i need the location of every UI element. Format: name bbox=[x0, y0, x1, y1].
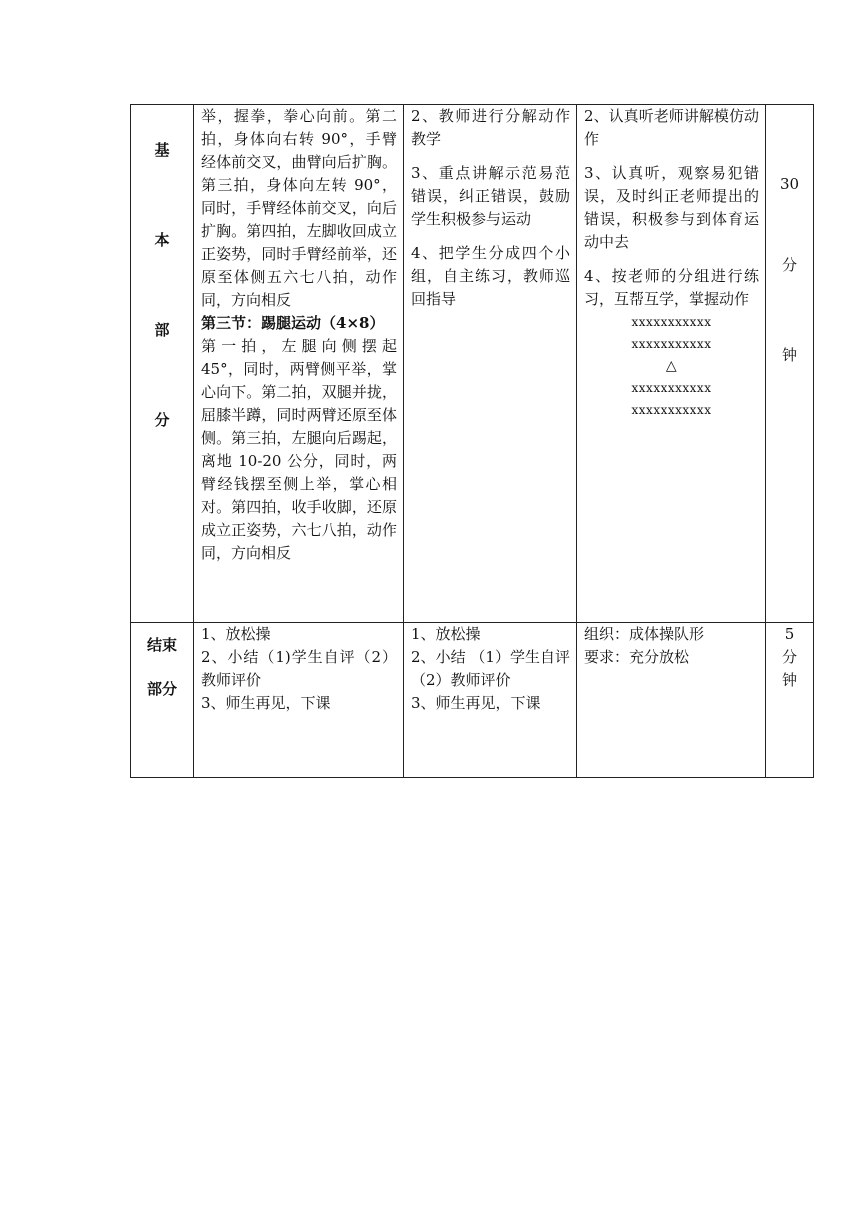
end-part-label bbox=[131, 623, 194, 778]
end-part-row bbox=[131, 623, 814, 778]
formation-row: xxxxxxxxxxx bbox=[631, 315, 712, 329]
time-unit: 分 bbox=[781, 256, 797, 274]
teacher-triangle-icon: △ bbox=[665, 358, 678, 374]
end-teacher-line: 1、放松操 bbox=[411, 625, 481, 643]
formation-diagram bbox=[584, 311, 759, 421]
end-time-cell bbox=[766, 623, 814, 778]
formation-row: xxxxxxxxxxx bbox=[631, 403, 712, 417]
time-unit: 钟 bbox=[781, 671, 797, 689]
section-title: 第三节：踢腿运动（4×8） bbox=[201, 314, 385, 332]
student-step: 4、按老师的分组进行练习，互帮互学，掌握动作 bbox=[584, 267, 759, 308]
basic-part-label bbox=[131, 105, 194, 623]
teacher-step: 2、教师进行分解动作教学 bbox=[411, 107, 570, 148]
end-teacher-cell bbox=[404, 623, 577, 778]
formation-row: xxxxxxxxxxx bbox=[631, 337, 712, 351]
basic-part-row bbox=[131, 105, 814, 623]
basic-teacher-cell bbox=[404, 105, 577, 623]
end-content-line: 2、小结（1)学生自评（2）教师评价 bbox=[201, 648, 397, 689]
end-teacher-line: 2、小结 （1）学生自评 （2）教师评价 bbox=[411, 648, 570, 689]
end-content-cell bbox=[194, 623, 404, 778]
requirement-line: 要求：充分放松 bbox=[584, 648, 690, 666]
formation-row: xxxxxxxxxxx bbox=[631, 381, 712, 395]
organization-line: 组织：成体操队形 bbox=[584, 625, 705, 643]
student-step: 3、认真听，观察易犯错误，及时纠正老师提出的错误，积极参与到体育运动中去 bbox=[584, 164, 759, 251]
basic-label-char: 部 bbox=[154, 321, 170, 339]
end-student-cell bbox=[577, 623, 766, 778]
time-unit: 分 bbox=[781, 648, 797, 666]
lesson-plan-table bbox=[130, 104, 814, 778]
teacher-step: 4、把学生分成四个小组，自主练习，教师巡回指导 bbox=[411, 244, 570, 308]
end-content-line: 1、放松操 bbox=[201, 625, 271, 643]
basic-label-char: 基 bbox=[154, 141, 170, 159]
basic-content-paragraph: 第一拍，左腿向侧摆起 45°，同时，两臂侧平举，掌心向下。第二拍，双腿并拢，屈膝半蹲，同时两臂还原至体侧。第三拍，左腿向后踢起，离地 10-20 公分，同时，两臂经钱摆至侧上举，掌心相对。第四拍，收手收脚，还原成立正姿势，六七八拍，动作同，方向相反 bbox=[201, 337, 397, 562]
basic-label-char: 分 bbox=[154, 411, 170, 429]
basic-student-cell bbox=[577, 105, 766, 623]
basic-content-paragraph: 举，握拳，拳心向前。第二拍，身体向右转 90°，手臂经体前交叉，曲臂向后扩胸。第三拍，身体向左转 90°，同时，手臂经体前交叉，向后扩胸。第四拍，左脚收回成立正姿势，同时手臂经前举，还原至体侧五六七八拍，动作同，方向相反 bbox=[201, 107, 397, 309]
student-step: 2、认真听老师讲解模仿动作 bbox=[584, 107, 759, 148]
end-content-line: 3、师生再见，下课 bbox=[201, 694, 331, 712]
end-teacher-line: 3、师生再见，下课 bbox=[411, 694, 541, 712]
time-value: 5 bbox=[784, 625, 795, 643]
end-label-line: 结束 bbox=[146, 636, 177, 654]
time-value: 30 bbox=[779, 175, 800, 193]
time-unit: 钟 bbox=[781, 346, 797, 364]
basic-time-cell bbox=[766, 105, 814, 623]
basic-label-char: 本 bbox=[154, 231, 170, 249]
basic-content-cell bbox=[194, 105, 404, 623]
end-label-line: 部分 bbox=[146, 680, 177, 698]
teacher-step: 3、重点讲解示范易范错误，纠正错误，鼓励学生积极参与运动 bbox=[411, 164, 570, 228]
